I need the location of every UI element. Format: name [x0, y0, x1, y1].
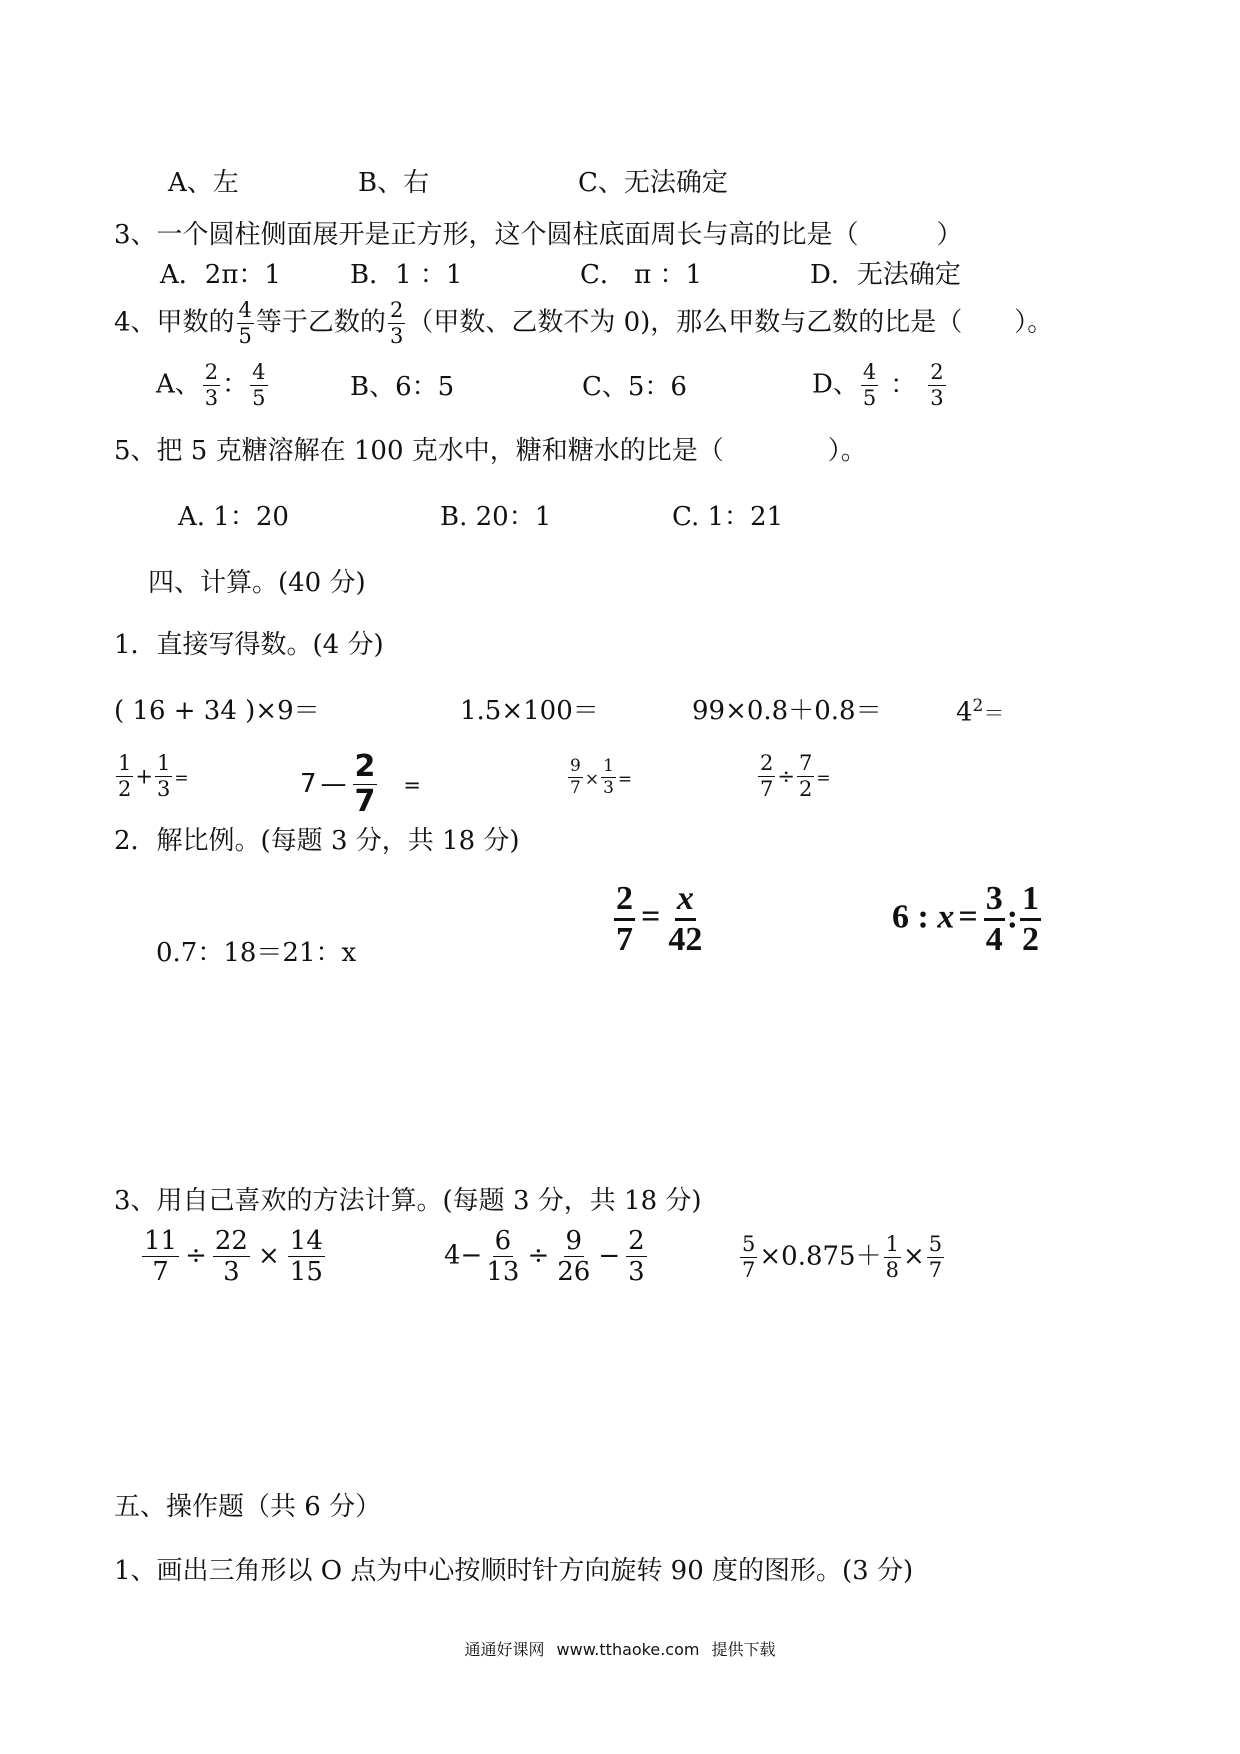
q4-stem [114, 300, 1053, 347]
proportion-2: $\frac{2}{7}$ = $\frac{x}{42}$ [616, 880, 703, 958]
q5-option-b: B. 20：1 [440, 502, 552, 532]
compute-3: $\frac{5}{7}$ ×0.875＋ $\frac{1}{8}$ × $\frac{5}{7}$ [742, 1232, 943, 1282]
mental-calc-5: $\frac{1}{2}$ + $\frac{1}{3}$ = [118, 751, 189, 801]
q4-option-d: D、 $\frac{4}{5}$ ： $\frac{2}{3}$ [812, 360, 944, 410]
mental-calc-8: $\frac{2}{7}$ ÷ $\frac{7}{2}$ = [760, 751, 831, 801]
mental-calc-7: $\frac{9}{7}$ × $\frac{1}{3}$ = [570, 756, 633, 798]
q4-suffix: （甲数、乙数不为 0)，那么甲数与乙数的比是（ ）。 [407, 307, 1054, 338]
part-1-title: 1．直接写得数。(4 分) [114, 630, 384, 660]
footer-url[interactable]: www.tthaoke.com [556, 1640, 700, 1659]
section-4-title: 四、计算。(40 分) [148, 568, 366, 598]
mental-calc-4: $4^2=$ [956, 696, 1005, 728]
q4-option-c: C、5：6 [582, 372, 687, 402]
mental-calc-3: 99×0.8＋0.8＝ [692, 696, 882, 726]
part-2-title: 2．解比例。(每题 3 分，共 18 分) [114, 826, 520, 856]
mental-calc-1: ( 16 + 34 )×9＝ [114, 696, 320, 726]
mental-calc-6: 7 — $\frac{2}{7}$ = [300, 749, 422, 819]
compute-2: 4− $\frac{6}{13}$ ÷ $\frac{9}{26}$ − $\frac{2}{3}$ [444, 1226, 645, 1287]
q5-option-c: C. 1：21 [672, 502, 784, 532]
q3-option-c: C． π ：1 [580, 260, 703, 290]
q4-fraction-1: $\frac{4}{5}$ [238, 298, 252, 348]
q2-option-b: B、右 [358, 168, 430, 198]
compute-1: $\frac{11}{7}$ ÷ $\frac{22}{3}$ × $\frac{14}{15}$ [144, 1226, 323, 1287]
q2-option-a: A、左 [168, 168, 239, 198]
footer-note: 提供下载 [711, 1640, 776, 1659]
proportion-1: 0.7：18＝21：x [156, 938, 357, 968]
q4-prefix: 4、甲数的 [114, 307, 235, 338]
section-5-q1: 1、画出三角形以 O 点为中心按顺时针方向旋转 90 度的图形。(3 分) [114, 1556, 914, 1586]
q5-option-a: A. 1：20 [178, 502, 289, 532]
q3-stem: 3、一个圆柱侧面展开是正方形，这个圆柱底面周长与高的比是（ ） [114, 220, 963, 250]
q2-option-c: C、无法确定 [578, 168, 728, 198]
q4-fraction-2: $\frac{2}{3}$ [389, 298, 404, 348]
page-footer [0, 1637, 1240, 1660]
q3-option-b: B．1 ：1 [350, 260, 463, 290]
q4-mid: 等于乙数的 [255, 307, 386, 338]
q3-option-a: A．2π：1 [160, 260, 281, 290]
section-5-title: 五、操作题（共 6 分） [114, 1492, 382, 1522]
mental-calc-2: 1.5×100＝ [460, 696, 599, 726]
proportion-3: 6 : x = $\frac{3}{4}$ : $\frac{1}{2}$ [892, 880, 1040, 958]
footer-site-name: 通通好课网 [464, 1640, 545, 1659]
q3-option-d: D．无法确定 [810, 260, 961, 290]
q4-option-a: A、 $\frac{2}{3}$ ： $\frac{4}{5}$ [156, 360, 266, 410]
part-3-title: 3、用自己喜欢的方法计算。(每题 3 分，共 18 分) [114, 1186, 702, 1216]
q5-stem: 5、把 5 克糖溶解在 100 克水中，糖和糖水的比是（ ）。 [114, 436, 867, 466]
q4-option-b: B、6：5 [350, 372, 455, 402]
